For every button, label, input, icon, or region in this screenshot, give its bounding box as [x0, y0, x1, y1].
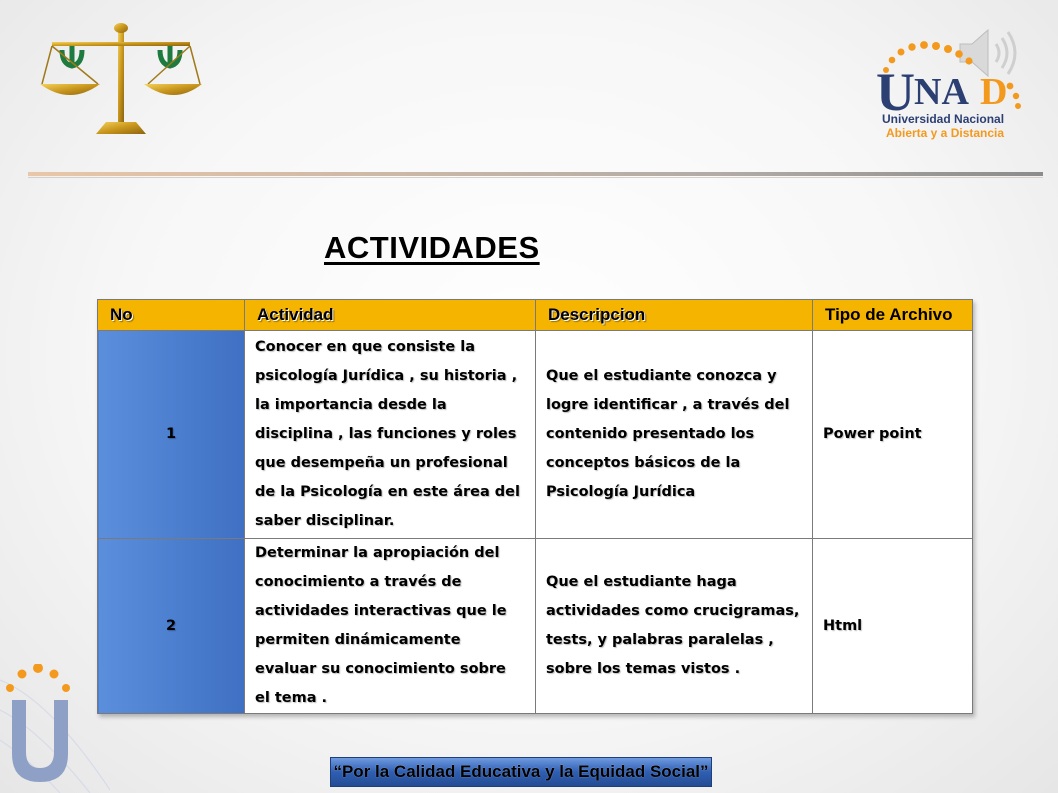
footer-motto: “Por la Calidad Educativa y la Equidad Social” [330, 757, 712, 787]
row-number: 1 [98, 331, 245, 539]
unad-u-logo [2, 664, 80, 793]
svg-text:D: D [980, 71, 1008, 113]
header-tipo-archivo: Tipo de Archivo [813, 300, 973, 331]
description-cell: Que el estudiante haga actividades como crucigramas, tests, y palabras paralelas , sobre los temas vistos . [536, 539, 813, 714]
file-type-cell: Power point [813, 331, 973, 539]
svg-text:NA: NA [914, 71, 969, 113]
header-descripcion: Descripcion [536, 300, 813, 331]
header-divider-thin [28, 177, 1043, 178]
page-title: ACTIVIDADES [324, 230, 540, 265]
activities-table [97, 299, 973, 714]
table-header-row [98, 300, 973, 331]
header-divider [28, 172, 1043, 176]
table-row [98, 331, 973, 539]
psychology-scale-logo [38, 22, 204, 140]
activity-cell: Determinar la apropiación del conocimiento a través de actividades interactivas que le permiten dinámicamente evaluar su conocimiento sobre el tema . [245, 539, 536, 714]
svg-text:U: U [876, 62, 915, 122]
unad-logo-text [882, 112, 1032, 140]
description-cell: Que el estudiante conozca y logre identificar , a través del contenido presentado los conceptos básicos de la Psicología Jurídica [536, 331, 813, 539]
table-row [98, 539, 973, 714]
file-type-cell: Html [813, 539, 973, 714]
unad-logo-line1: Universidad Nacional [882, 112, 1005, 126]
unad-logo-line2: Abierta y a Distancia [886, 126, 1005, 140]
activity-cell: Conocer en que consiste la psicología Jurídica , su historia , la importancia desde la disciplina , las funciones y roles que desempeña un profesional de la Psicología en este área del saber disciplinar. [245, 331, 536, 539]
row-number: 2 [98, 539, 245, 714]
header-actividad: Actividad [245, 300, 536, 331]
header-no: No [98, 300, 245, 331]
